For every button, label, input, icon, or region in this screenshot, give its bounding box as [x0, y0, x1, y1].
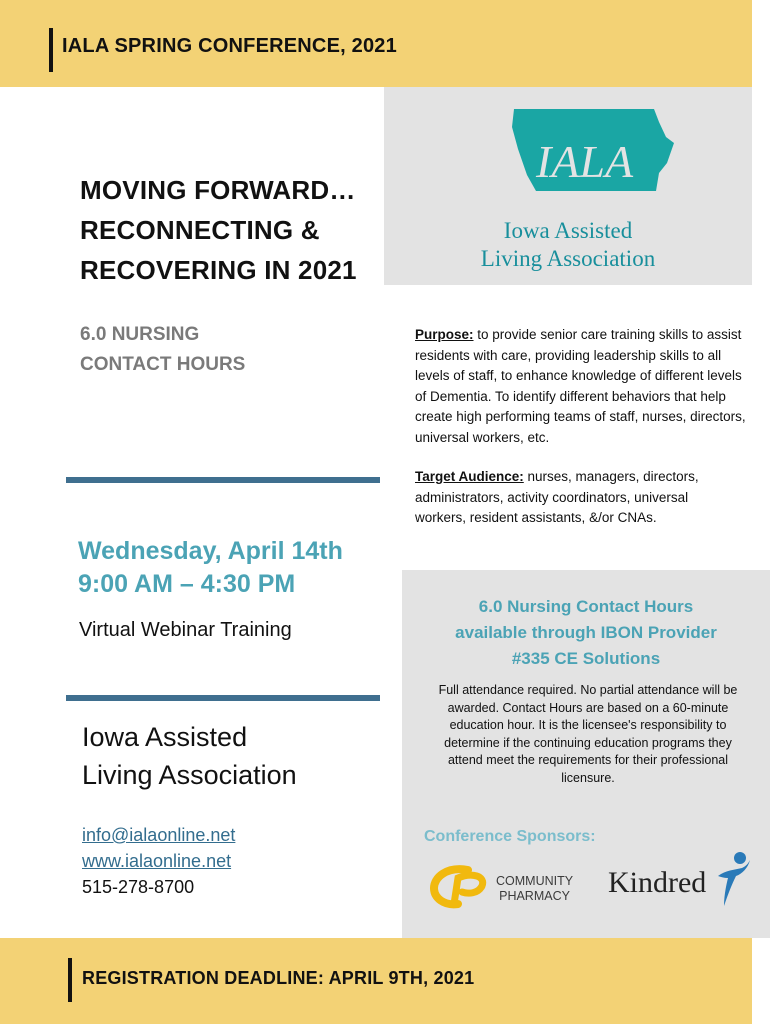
organization-line-2: Living Association [82, 760, 297, 790]
footer-accent-bar [68, 958, 72, 1002]
credits-heading [402, 594, 770, 672]
registration-deadline: REGISTRATION DEADLINE: APRIL 9TH, 2021 [82, 968, 475, 988]
credits-heading-line-1: 6.0 Nursing Contact Hours [478, 597, 694, 616]
sponsors-heading: Conference Sponsors: [424, 828, 596, 845]
event-date-time [78, 535, 343, 601]
event-date: Wednesday, April 14th [78, 537, 343, 565]
divider-2 [66, 695, 380, 701]
event-format: Virtual Webinar Training [79, 619, 292, 641]
event-title-line-1: MOVING FORWARD… [80, 175, 356, 205]
email-link[interactable]: info@ialaonline.net [82, 825, 236, 845]
logo-org-line-2: Living Association [480, 246, 656, 271]
divider-1 [66, 477, 380, 483]
purpose-block [415, 325, 755, 448]
organization-line-1: Iowa Assisted [82, 722, 248, 752]
conference-title: IALA SPRING CONFERENCE, 2021 [62, 35, 397, 57]
phone-number: 515-278-8700 [82, 877, 195, 897]
logo-letters: IALA [536, 136, 634, 187]
credits-heading-line-2: available through IBON Provider [455, 623, 717, 642]
audience-label: Target Audience: [415, 469, 524, 484]
attendance-notice: Full attendance required. No partial attendance will be awarded. Contact Hours are based on a 60-minute education hour. It is the licensee's responsibility to determine if the continuing education programs they attend meet the requirements for their professional licensure. [438, 683, 738, 785]
contact-hours-line-2: CONTACT HOURS [80, 354, 246, 375]
event-time: 9:00 AM – 4:30 PM [78, 570, 296, 598]
logo-org-line-1: Iowa Assisted [503, 218, 633, 243]
logo-org-name [384, 217, 752, 273]
pharmacy-line: PHARMACY [499, 889, 570, 903]
community-pharmacy-logo-icon [428, 864, 488, 910]
audience-block [415, 467, 735, 529]
audience-text: nurses, managers, directors, administrators, activity coordinators, universal workers, resident assistants, &/or CNAs. [415, 469, 699, 525]
contact-hours-subtitle [80, 320, 245, 380]
kindred-figure-icon [712, 850, 752, 910]
community-pharmacy-logo-text [496, 874, 573, 904]
organization-name [82, 718, 297, 794]
logo-panel [384, 87, 752, 285]
website-link[interactable]: www.ialaonline.net [82, 851, 232, 871]
community-line: COMMUNITY [496, 874, 574, 888]
event-title-line-2: RECONNECTING & [80, 215, 320, 245]
purpose-label: Purpose: [415, 327, 474, 342]
event-title [80, 170, 357, 290]
kindred-logo-text: Kindred [608, 866, 707, 899]
event-title-line-3: RECOVERING IN 2021 [80, 255, 357, 285]
header-accent-bar [49, 28, 53, 72]
credits-heading-line-3: #335 CE Solutions [511, 649, 661, 668]
contact-block [82, 822, 235, 900]
purpose-text: to provide senior care training skills to assist residents with care, providing leadership skills to all levels of staff, to enhance knowledge of different levels of Dementia. To identify different behaviors that help create high performing teams of staff, nurses, directors, universal workers, etc. [415, 327, 746, 445]
contact-hours-line-1: 6.0 NURSING [80, 324, 200, 345]
